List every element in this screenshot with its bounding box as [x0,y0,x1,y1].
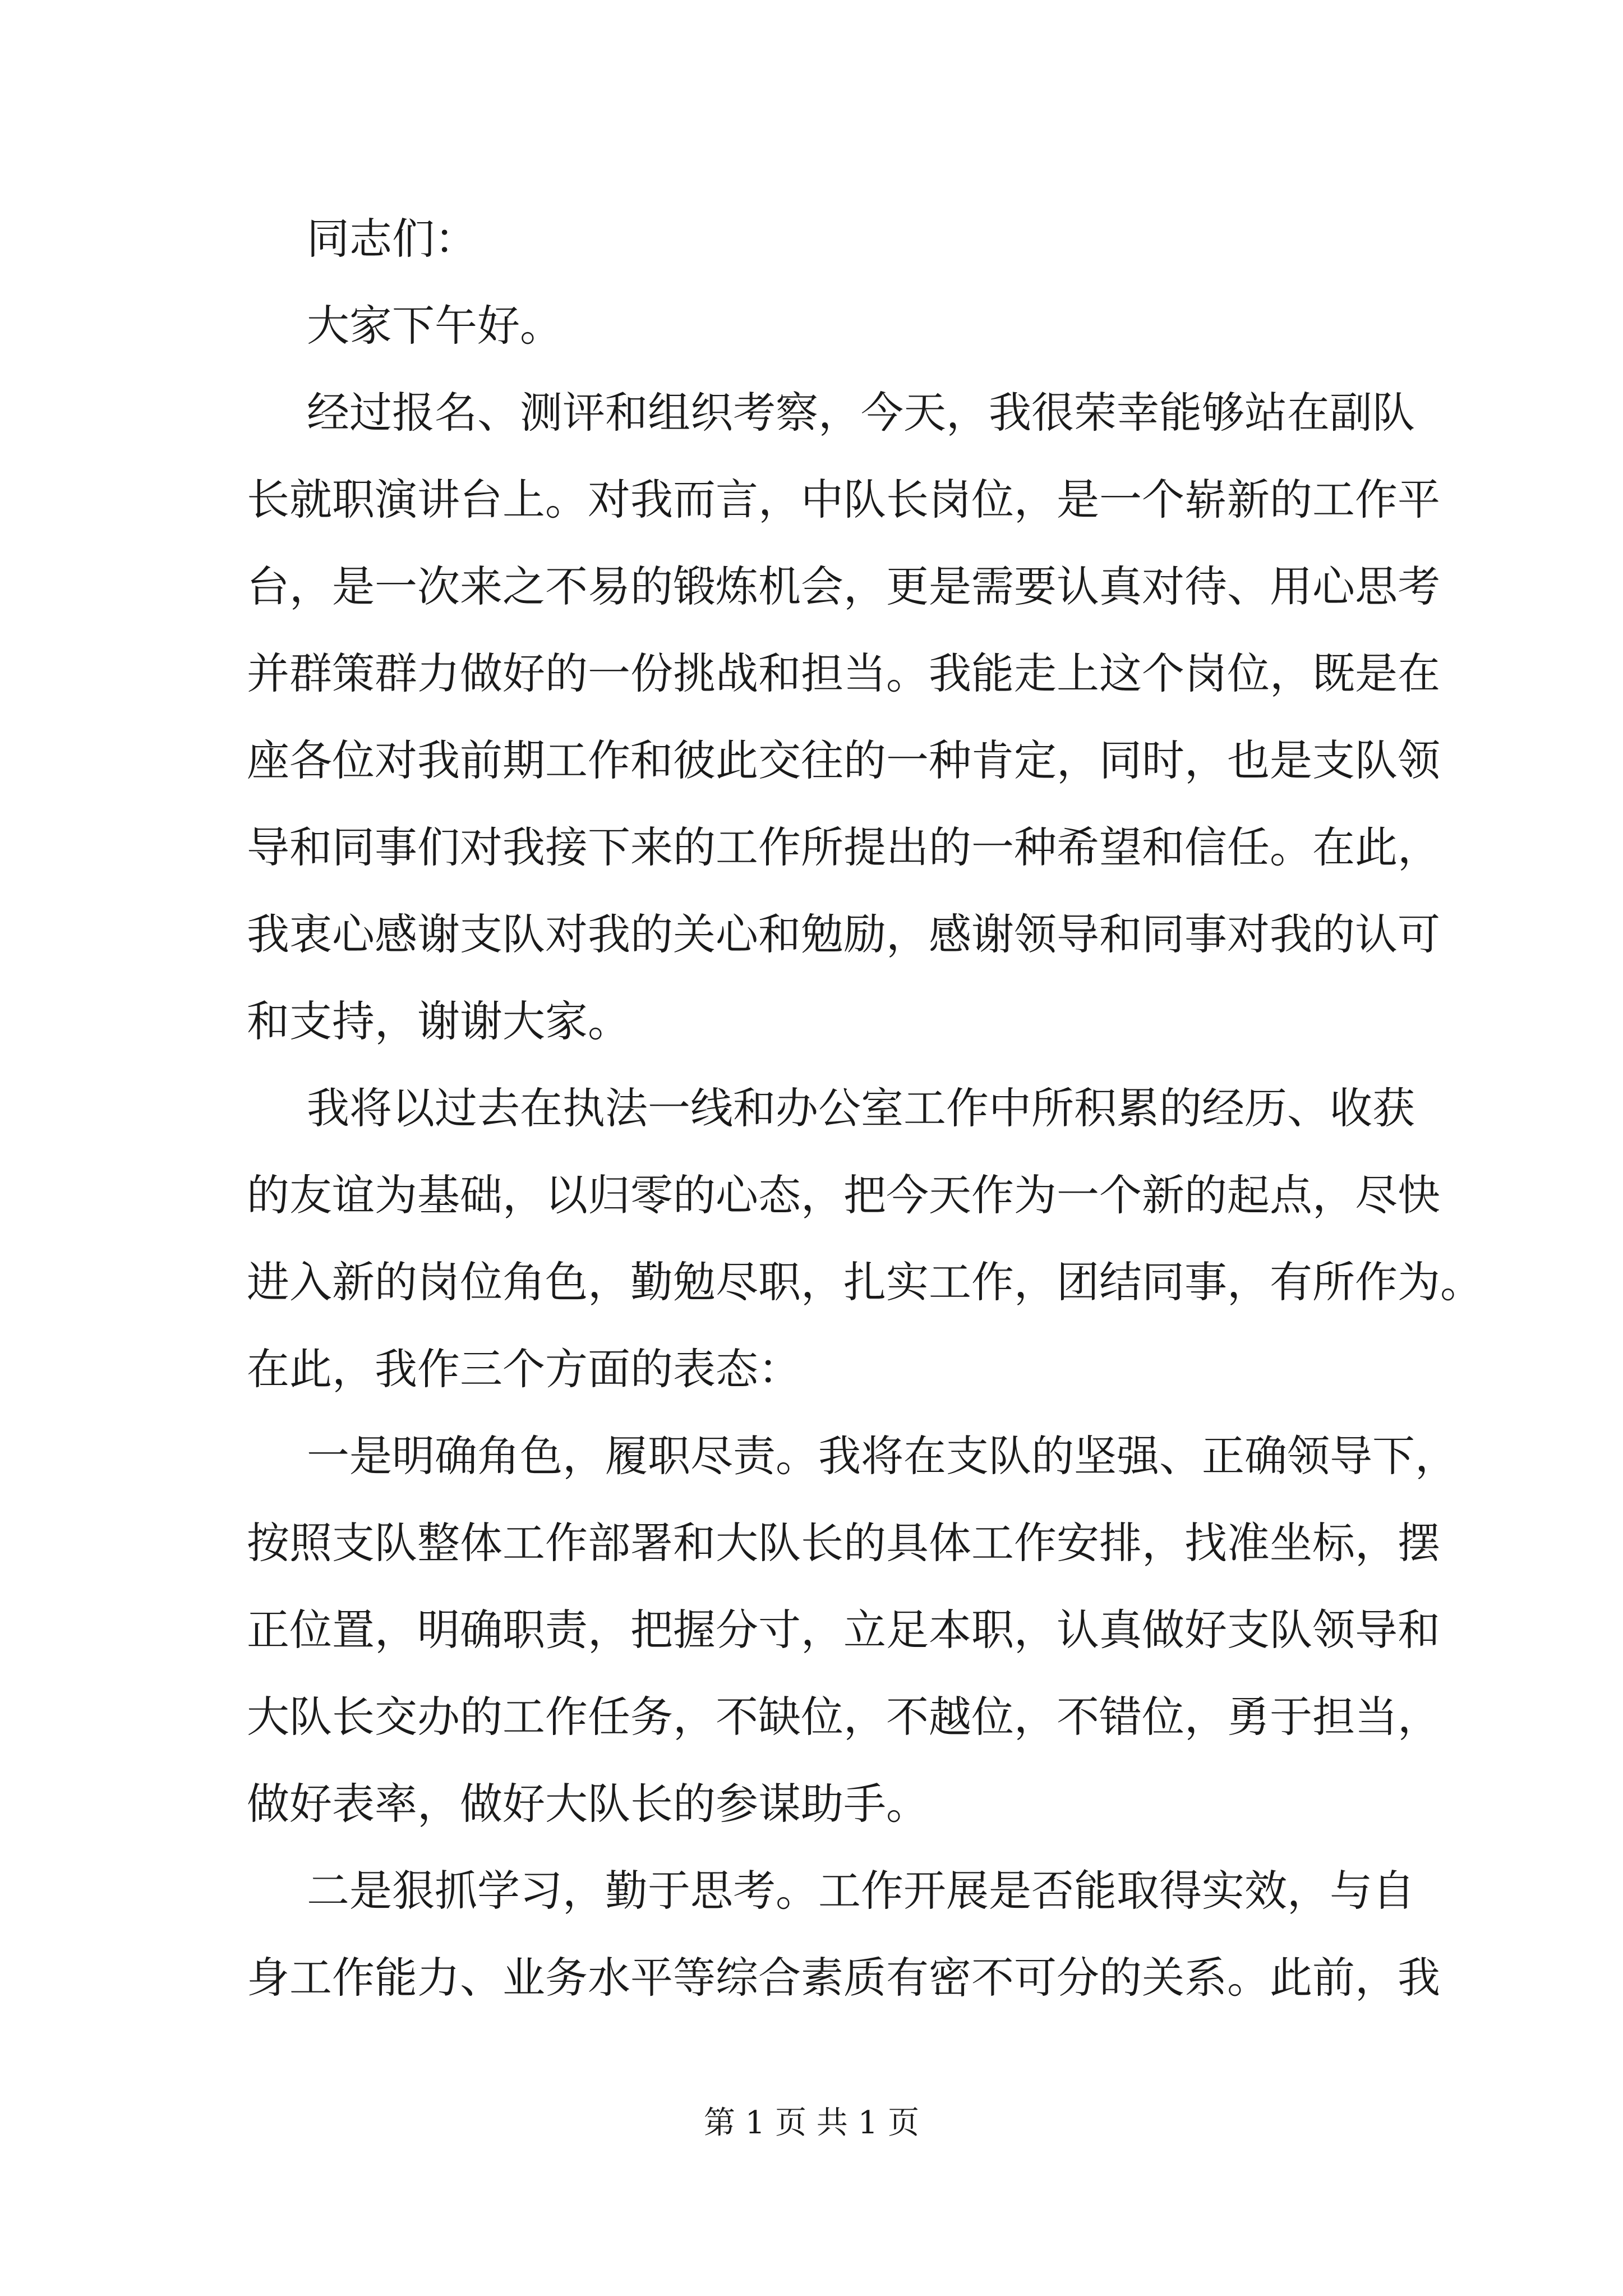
text-line: 身 工 作 能 力 、 业 务 水 平 等 综 合 素 质 有 密 不 可 分 的 关 系 。 此 前 ， 我 [247,1953,1440,2003]
text-line: 二 是 狠 抓 学 习 ， 勤 于 思 考 。 工 作 开 展 是 否 能 取 得 实 效 ， 与 自 [307,1866,1415,1916]
text-line: 我 衷 心 感 谢 支 队 对 我 的 关 心 和 勉 励 ， 感 谢 领 导 和 同 事 对 我 的 认 可 [247,909,1440,959]
text-line: 大 队 长 交 办 的 工 作 任 务 ， 不 缺 位 ， 不 越 位 ， 不 错 位 ， 勇 于 担 当 ， [247,1692,1440,1742]
text-line: 和支持，谢谢大家。 [247,996,630,1046]
text-line: 座 各 位 对 我 前 期 工 作 和 彼 此 交 往 的 一 种 肯 定 ， 同 时 ， 也 是 支 队 领 [247,735,1440,785]
text-line: 正 位 置 ， 明 确 职 责 ， 把 握 分 寸 ， 立 足 本 职 ， 认 真 做 好 支 队 领 导 和 [247,1605,1440,1655]
text-line: 大家下午好。 [307,301,562,351]
text-line: 我 将 以 过 去 在 执 法 一 线 和 办 公 室 工 作 中 所 积 累 的 经 历 、 收 获 [307,1083,1415,1133]
text-line: 长 就 职 演 讲 台 上 。 对 我 而 言 ， 中 队 长 岗 位 ， 是 一 个 崭 新 的 工 作 平 [247,475,1440,524]
text-line: 在此，我作三个方面的表态： [247,1344,801,1394]
text-line: 按 照 支 队 整 体 工 作 部 署 和 大 队 长 的 具 体 工 作 安 排 ， 找 准 坐 标 ， 摆 [247,1518,1440,1568]
text-line: 的 友 谊 为 基 础 ， 以 归 零 的 心 态 ， 把 今 天 作 为 一 个 新 的 起 点 ， 尽 快 [247,1170,1440,1220]
text-line: 经 过 报 名 、 测 评 和 组 织 考 察 ， 今 天 ， 我 很 荣 幸 能 够 站 在 副 队 [307,388,1415,438]
text-line: 做好表率，做好大队长的参谋助手。 [247,1779,929,1829]
text-line: 进 入 新 的 岗 位 角 色 ， 勤 勉 尽 职 ， 扎 实 工 作 ， 团 结 同 事 ， 有 所 作 为 。 [247,1257,1483,1307]
page-footer: 第 1 页 共 1 页 [703,2105,920,2141]
text-line: 导 和 同 事 们 对 我 接 下 来 的 工 作 所 提 出 的 一 种 希 望 和 信 任 。 在 此 ， [247,822,1440,872]
text-line: 同志们： [307,214,477,264]
text-line: 台 ， 是 一 次 来 之 不 易 的 锻 炼 机 会 ， 更 是 需 要 认 真 对 待 、 用 心 思 考 [247,562,1440,611]
text-line: 一 是 明 确 角 色 ， 履 职 尽 责 。 我 将 在 支 队 的 坚 强 、 正 确 领 导 下 ， [307,1431,1458,1481]
text-line: 并 群 策 群 力 做 好 的 一 份 挑 战 和 担 当 。 我 能 走 上 这 个 岗 位 ， 既 是 在 [247,648,1440,698]
